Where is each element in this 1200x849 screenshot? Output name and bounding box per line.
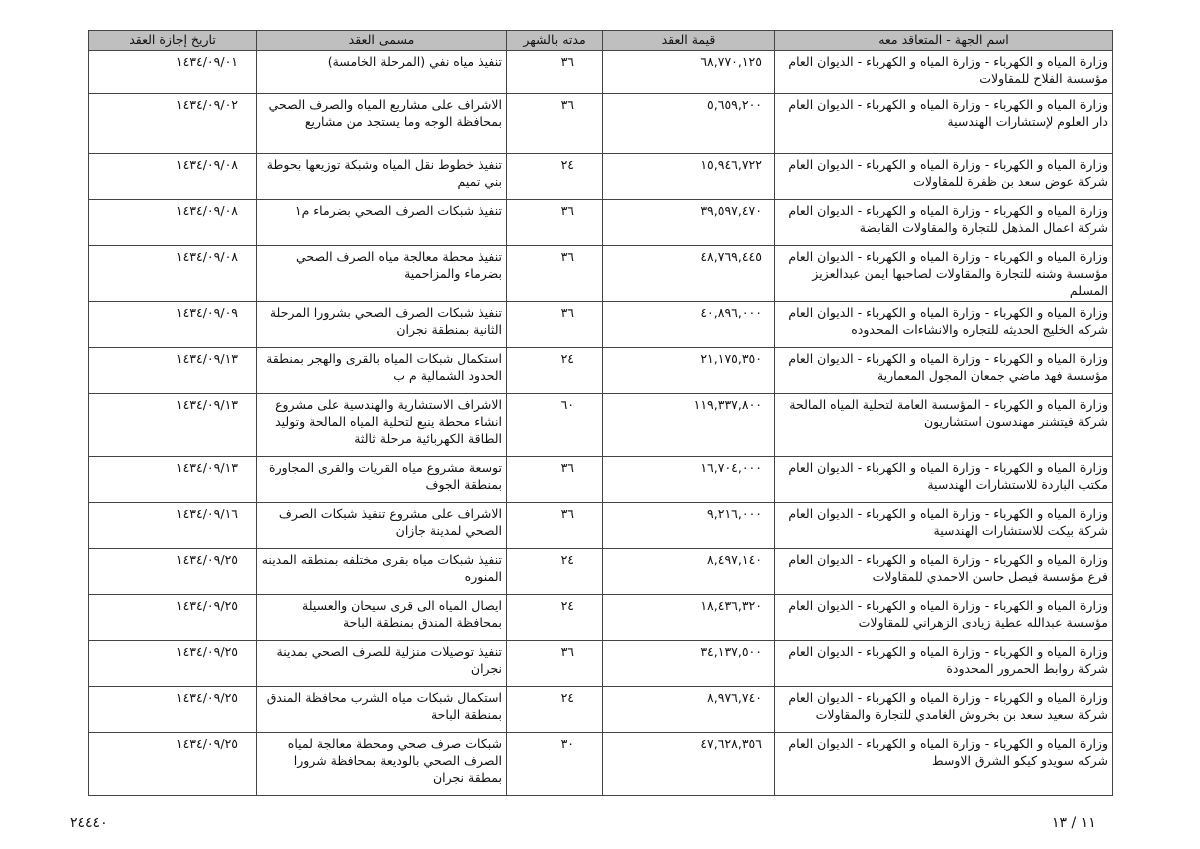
entity-ministry: وزارة المياه و الكهرباء - وزارة المياه و الكهرباء - الديوان العام bbox=[788, 506, 1108, 521]
cell-date: ١٤٣٤/٠٩/٢٥ bbox=[89, 733, 257, 796]
cell-duration: ٢٤ bbox=[507, 595, 603, 641]
entity-contractor: شركة بيكت للاستشارات الهندسية bbox=[933, 523, 1108, 538]
cell-duration: ٣٦ bbox=[507, 302, 603, 348]
cell-date: ١٤٣٤/٠٩/٢٥ bbox=[89, 687, 257, 733]
cell-contract-name: الاشراف على مشاريع المياه والصرف الصحي بمحافظة الوجه وما يستجد من مشاريع bbox=[257, 94, 507, 154]
entity-ministry: وزارة المياه و الكهرباء - وزارة المياه و الكهرباء - الديوان العام bbox=[788, 305, 1108, 320]
entity-contractor: شركة روابط الحمرور المحدودة bbox=[946, 661, 1108, 676]
cell-value: ١٨,٤٣٦,٣٢٠ bbox=[603, 595, 775, 641]
cell-duration: ٣٦ bbox=[507, 200, 603, 246]
entity-contractor: مؤسسة وشنه للتجارة والمقاولات لصاحبها ايمن عبدالعزيز المسلم bbox=[812, 266, 1108, 298]
cell-contract-name: تنفيذ شبكات مياه بقرى مختلفه بمنطقه المدينه المنوره bbox=[257, 549, 507, 595]
entity-contractor: شركه سويدو كيكو الشرق الاوسط bbox=[931, 753, 1108, 768]
entity-ministry: وزارة المياه و الكهرباء - وزارة المياه و الكهرباء - الديوان العام bbox=[788, 736, 1108, 751]
page-number: ١١ / ١٣ bbox=[1052, 815, 1096, 831]
table-row bbox=[89, 302, 1113, 348]
cell-duration: ٦٠ bbox=[507, 394, 603, 457]
cell-duration: ٢٤ bbox=[507, 348, 603, 394]
header-entity: اسم الجهة - المتعاقد معه bbox=[775, 31, 1113, 51]
cell-value: ٨,٩٧٦,٧٤٠ bbox=[603, 687, 775, 733]
header-duration: مدته بالشهر bbox=[507, 31, 603, 51]
cell-entity bbox=[775, 549, 1113, 595]
cell-contract-name: استكمال شبكات مياه الشرب محافظة المندق بمنطقة الباحة bbox=[257, 687, 507, 733]
cell-duration: ٣٦ bbox=[507, 51, 603, 94]
entity-contractor: شركة عوض سعد بن ظفرة للمقاولات bbox=[913, 174, 1108, 189]
cell-date: ١٤٣٤/٠٩/٠٩ bbox=[89, 302, 257, 348]
cell-value: ٣٤,١٣٧,٥٠٠ bbox=[603, 641, 775, 687]
table-header-row bbox=[89, 31, 1113, 51]
entity-ministry: وزارة المياه و الكهرباء - وزارة المياه و الكهرباء - الديوان العام bbox=[788, 690, 1108, 705]
entity-ministry: وزارة المياه و الكهرباء - وزارة المياه و الكهرباء - الديوان العام bbox=[788, 249, 1108, 264]
cell-entity bbox=[775, 94, 1113, 154]
cell-entity bbox=[775, 51, 1113, 94]
table-row bbox=[89, 394, 1113, 457]
cell-date: ١٤٣٤/٠٩/١٦ bbox=[89, 503, 257, 549]
table-row bbox=[89, 641, 1113, 687]
table-row bbox=[89, 733, 1113, 796]
cell-contract-name: توسعة مشروع مياه القريات والقرى المجاورة بمنطقة الجوف bbox=[257, 457, 507, 503]
header-name: مسمى العقد bbox=[257, 31, 507, 51]
cell-duration: ٣٦ bbox=[507, 94, 603, 154]
cell-value: ٦٨,٧٧٠,١٢٥ bbox=[603, 51, 775, 94]
cell-contract-name: تنفيذ شبكات الصرف الصحي بشرورا المرحلة الثانية بمنطقة نجران bbox=[257, 302, 507, 348]
entity-ministry: وزارة المياه و الكهرباء - وزارة المياه و الكهرباء - الديوان العام bbox=[788, 97, 1108, 112]
cell-entity bbox=[775, 503, 1113, 549]
table-row bbox=[89, 348, 1113, 394]
entity-ministry: وزارة المياه و الكهرباء - وزارة المياه و الكهرباء - الديوان العام bbox=[788, 351, 1108, 366]
entity-ministry: وزارة المياه و الكهرباء - وزارة المياه و الكهرباء - الديوان العام bbox=[788, 54, 1108, 69]
cell-date: ١٤٣٤/٠٩/٠٨ bbox=[89, 154, 257, 200]
table-row bbox=[89, 94, 1113, 154]
cell-duration: ٣٠ bbox=[507, 733, 603, 796]
cell-entity bbox=[775, 733, 1113, 796]
cell-entity bbox=[775, 154, 1113, 200]
entity-ministry: وزارة المياه و الكهرباء - وزارة المياه و الكهرباء - الديوان العام bbox=[788, 552, 1108, 567]
cell-value: ٢١,١٧٥,٣٥٠ bbox=[603, 348, 775, 394]
cell-value: ١١٩,٣٣٧,٨٠٠ bbox=[603, 394, 775, 457]
entity-contractor: مؤسسة فهد ماضي جمعان المجول المعمارية bbox=[876, 368, 1108, 383]
cell-date: ١٤٣٤/٠٩/٠٢ bbox=[89, 94, 257, 154]
entity-ministry: وزارة المياه و الكهرباء - وزارة المياه و الكهرباء - الديوان العام bbox=[788, 598, 1108, 613]
cell-entity bbox=[775, 394, 1113, 457]
cell-date: ١٤٣٤/٠٩/٠٨ bbox=[89, 246, 257, 302]
cell-date: ١٤٣٤/٠٩/٠٨ bbox=[89, 200, 257, 246]
cell-contract-name: استكمال شبكات المياه بالقرى والهجر بمنطقة الحدود الشمالية م ب bbox=[257, 348, 507, 394]
cell-duration: ٢٤ bbox=[507, 687, 603, 733]
table-row bbox=[89, 200, 1113, 246]
cell-value: ٤٠,٨٩٦,٠٠٠ bbox=[603, 302, 775, 348]
cell-value: ٩,٢١٦,٠٠٠ bbox=[603, 503, 775, 549]
cell-date: ١٤٣٤/٠٩/١٣ bbox=[89, 457, 257, 503]
cell-date: ١٤٣٤/٠٩/٢٥ bbox=[89, 549, 257, 595]
entity-contractor: فرع مؤسسة فيصل حاسن الاحمدي للمقاولات bbox=[872, 569, 1108, 584]
table-row bbox=[89, 595, 1113, 641]
entity-contractor: شركة فيتشنر مهندسون استشاريون bbox=[923, 414, 1108, 429]
cell-value: ٥,٦٥٩,٢٠٠ bbox=[603, 94, 775, 154]
cell-duration: ٣٦ bbox=[507, 246, 603, 302]
cell-date: ١٤٣٤/٠٩/٢٥ bbox=[89, 641, 257, 687]
cell-entity bbox=[775, 595, 1113, 641]
cell-entity bbox=[775, 348, 1113, 394]
cell-value: ٤٧,٦٢٨,٣٥٦ bbox=[603, 733, 775, 796]
cell-duration: ٢٤ bbox=[507, 154, 603, 200]
cell-contract-name: تنفيذ شبكات الصرف الصحي بضرماء م١ bbox=[257, 200, 507, 246]
entity-contractor: مؤسسة عبدالله عطية زيادى الزهراني للمقاولات bbox=[858, 615, 1108, 630]
cell-value: ١٦,٧٠٤,٠٠٠ bbox=[603, 457, 775, 503]
entity-contractor: شركة سعيد سعد بن بخروش الغامدي للتجارة والمقاولات bbox=[815, 707, 1108, 722]
header-value: قيمة العقد bbox=[603, 31, 775, 51]
table-row bbox=[89, 154, 1113, 200]
cell-contract-name: الاشراف الاستشارية والهندسية على مشروع انشاء محطة ينبع لتحلية المياه المالحة وتوليد الطاقة الكهربائية مرحلة ثالثة bbox=[257, 394, 507, 457]
entity-contractor: شركة اعمال المذهل للتجارة والمقاولات القابضة bbox=[859, 220, 1108, 235]
table-row bbox=[89, 457, 1113, 503]
document-number: ٢٤٤٤٠ bbox=[70, 815, 108, 831]
entity-contractor: شركه الخليج الحديثه للتجاره والانشاءات المحدوده bbox=[851, 322, 1108, 337]
cell-entity bbox=[775, 641, 1113, 687]
cell-value: ٨,٤٩٧,١٤٠ bbox=[603, 549, 775, 595]
table-row bbox=[89, 503, 1113, 549]
table-row bbox=[89, 549, 1113, 595]
cell-duration: ٣٦ bbox=[507, 457, 603, 503]
entity-ministry: وزارة المياه و الكهرباء - وزارة المياه و الكهرباء - الديوان العام bbox=[788, 157, 1108, 172]
cell-contract-name: شبكات صرف صحي ومحطة معالجة لمياه الصرف الصحي بالوديعة بمحافظة شرورا بمطقة نجران bbox=[257, 733, 507, 796]
cell-entity bbox=[775, 302, 1113, 348]
cell-entity bbox=[775, 246, 1113, 302]
cell-contract-name: تنفيذ محطة معالجة مياه الصرف الصحي بضرماء والمزاحمية bbox=[257, 246, 507, 302]
table-body bbox=[89, 51, 1113, 796]
entity-contractor: دار العلوم لإستشارات الهندسية bbox=[947, 114, 1108, 129]
cell-value: ٤٨,٧٦٩,٤٤٥ bbox=[603, 246, 775, 302]
contracts-table bbox=[88, 30, 1113, 796]
entity-ministry: وزارة المياه و الكهرباء - المؤسسة العامة لتحلية المياه المالحة bbox=[789, 397, 1108, 412]
header-date: تاريخ إجازة العقد bbox=[89, 31, 257, 51]
entity-ministry: وزارة المياه و الكهرباء - وزارة المياه و الكهرباء - الديوان العام bbox=[788, 460, 1108, 475]
cell-entity bbox=[775, 457, 1113, 503]
cell-date: ١٤٣٤/٠٩/١٣ bbox=[89, 348, 257, 394]
cell-date: ١٤٣٤/٠٩/١٣ bbox=[89, 394, 257, 457]
table-row bbox=[89, 246, 1113, 302]
entity-ministry: وزارة المياه و الكهرباء - وزارة المياه و الكهرباء - الديوان العام bbox=[788, 644, 1108, 659]
entity-contractor: مكتب الباردة للاستشارات الهندسية bbox=[927, 477, 1108, 492]
cell-contract-name: الاشراف على مشروع تنفيذ شبكات الصرف الصحي لمدينة جازان bbox=[257, 503, 507, 549]
cell-duration: ٣٦ bbox=[507, 641, 603, 687]
cell-value: ١٥,٩٤٦,٧٢٢ bbox=[603, 154, 775, 200]
cell-entity bbox=[775, 687, 1113, 733]
cell-duration: ٣٦ bbox=[507, 503, 603, 549]
cell-value: ٣٩,٥٩٧,٤٧٠ bbox=[603, 200, 775, 246]
cell-contract-name: تنفيذ خطوط نقل المياه وشبكة توزيعها بحوطة بني تميم bbox=[257, 154, 507, 200]
cell-date: ١٤٣٤/٠٩/٢٥ bbox=[89, 595, 257, 641]
table-row bbox=[89, 51, 1113, 94]
cell-contract-name: تنفيذ مياه نفي (المرحلة الخامسة) bbox=[257, 51, 507, 94]
entity-ministry: وزارة المياه و الكهرباء - وزارة المياه و الكهرباء - الديوان العام bbox=[788, 203, 1108, 218]
table-row bbox=[89, 687, 1113, 733]
cell-contract-name: ايصال المياه الى قرى سيحان والعسيلة بمحافظة المندق بمنطقة الباحة bbox=[257, 595, 507, 641]
contracts-table-container bbox=[88, 30, 1112, 796]
cell-entity bbox=[775, 200, 1113, 246]
cell-contract-name: تنفيذ توصيلات منزلية للصرف الصحي بمدينة نجران bbox=[257, 641, 507, 687]
cell-date: ١٤٣٤/٠٩/٠١ bbox=[89, 51, 257, 94]
cell-duration: ٢٤ bbox=[507, 549, 603, 595]
entity-contractor: مؤسسة الفلاح للمقاولات bbox=[979, 71, 1108, 86]
